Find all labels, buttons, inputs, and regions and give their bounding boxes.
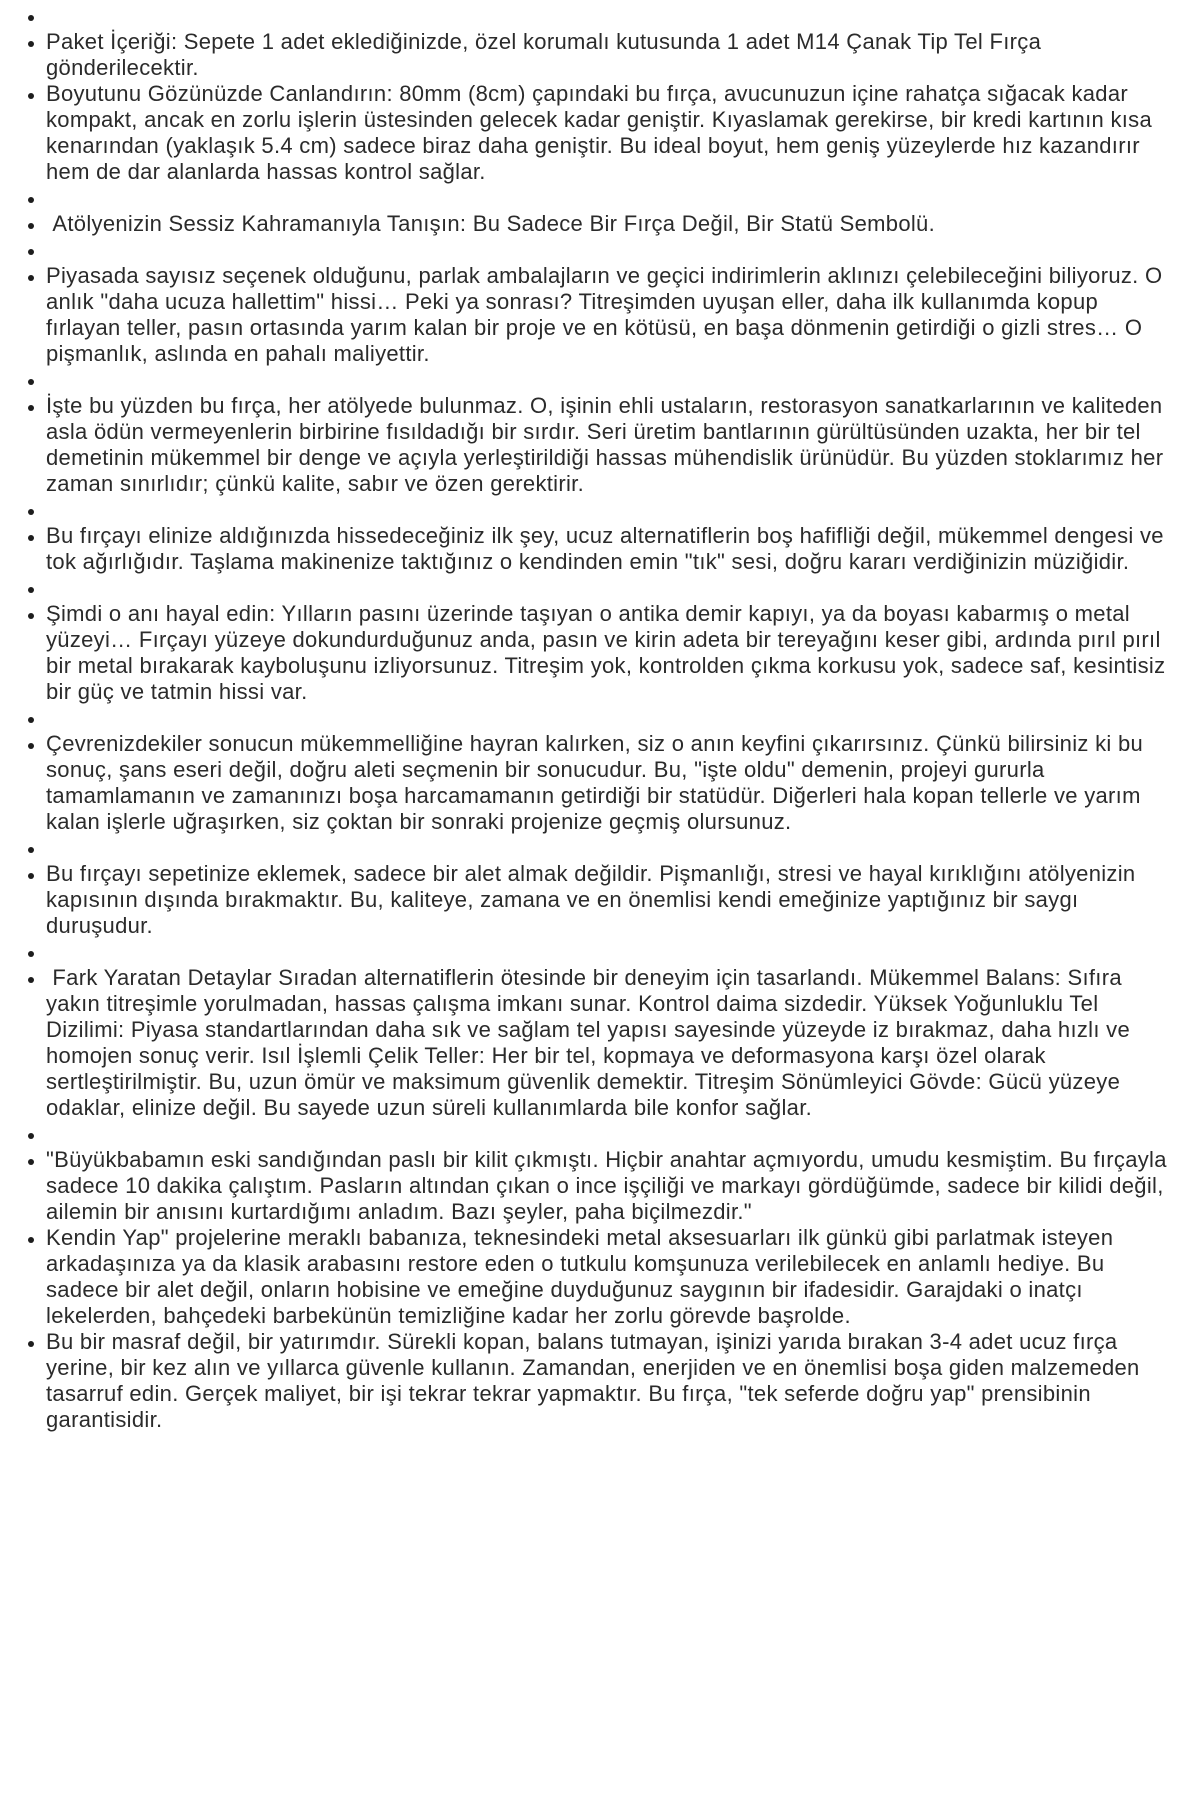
list-item bbox=[46, 861, 1172, 939]
bullet-text: Bu bir masraf değil, bir yatırımdır. Sürekli kopan, balans tutmayan, işinizi yarıda bırakan 3-4 adet ucuz fırça yerine, bir kez alın ve yıllarca güvenle kullanın. Zamandan, enerjiden ve en önemlisi boşa giden malzemeden tasarruf edin. Gerçek maliyet, bir işi tekrar tekrar yapmaktır. Bu fırça, "tek seferde doğru yap" prensibinin garantisidir. bbox=[46, 1329, 1147, 1432]
list-item bbox=[46, 29, 1172, 81]
bullet-text: Kendin Yap" projelerine meraklı babanıza, teknesindeki metal aksesuarları ilk günkü gibi parlatmak isteyen arkadaşınıza ya da klasik arabasını restore eden o tutkulu komşunuza verilebilecek en anlamlı hediye. Bu sadece bir alet değil, onların hobisine ve emeğine duyduğunuz saygının bir ifadesidir. Garajdaki o inatçı lekelerden, bahçedeki barbekünün temizliğine kadar her zorlu görevde başrolde. bbox=[46, 1225, 1120, 1328]
list-item bbox=[46, 575, 1172, 601]
list-item bbox=[46, 81, 1172, 185]
list-item bbox=[46, 601, 1172, 705]
bullet-text: Bu fırçayı elinize aldığınızda hissedeceğiniz ilk şey, ucuz alternatiflerin boş hafifliği değil, mükemmel dengesi ve tok ağırlığıdır. Taşlama makinenize taktığınız o kendinden emin "tık" sesi, doğru kararı verdiğinizin müziğidir. bbox=[46, 523, 1171, 574]
bullet-text: İşte bu yüzden bu fırça, her atölyede bulunmaz. O, işinin ehli ustaların, restorasyon sanatkarlarının ve kaliteden asla ödün vermeyenlerin birbirine fısıldadığı bir sırdır. Seri üretim bantlarının gürültüsünden uzakta, her bir tel demetinin mükemmel bir denge ve açıyla yerleştirildiği hassas mühendislik ürünüdür. Bu yüzden stoklarımız her zaman sınırlıdır; çünkü kalite, sabır ve özen gerektirir. bbox=[46, 393, 1170, 496]
list-item bbox=[46, 965, 1172, 1121]
bullet-text: Çevrenizdekiler sonucun mükemmelliğine hayran kalırken, siz o anın keyfini çıkarırsınız. Çünkü bilirsiniz ki bu sonuç, şans eseri değil, doğru aleti seçmenin bir sonucudur. Bu, "işte oldu" demenin, projeyi gururla tamamlamanın ve zamanınızı boşa harcamamanın getirdiği bir statüdür. Diğerleri hala kopan tellerle ve yarım kalan işlerle uğraşırken, siz çoktan bir sonraki projenize geçmiş olursunuz. bbox=[46, 731, 1150, 834]
bullet-text: Bu fırçayı sepetinize eklemek, sadece bir alet almak değildir. Pişmanlığı, stresi ve hayal kırıklığını atölyenizin kapısının dışında bırakmaktır. Bu, kaliteye, zamana ve en önemlisi kendi emeğinize yaptığınız bir saygı duruşudur. bbox=[46, 861, 1142, 938]
list-item bbox=[46, 1225, 1172, 1329]
list-item bbox=[46, 237, 1172, 263]
bullet-text: Paket İçeriği: Sepete 1 adet eklediğinizde, özel korumalı kutusunda 1 adet M14 Çanak Tip Tel Fırça gönderilecektir. bbox=[46, 29, 1048, 80]
list-item bbox=[46, 263, 1172, 367]
list-item bbox=[46, 731, 1172, 835]
list-item bbox=[46, 497, 1172, 523]
bullet-text: Şimdi o anı hayal edin: Yılların pasını üzerinde taşıyan o antika demir kapıyı, ya da boyası kabarmış o metal yüzeyi… Fırçayı yüzeye dokundurduğunuz anda, pasın ve kirin adeta bir tereyağını keser gibi, ardında pırıl pırıl bir metal bırakarak kayboluşunu izliyorsunuz. Titreşim yok, kontrolden çıkma korkusu yok, sadece saf, kesintisiz bir güç ve tatmin hissi var. bbox=[46, 601, 1172, 704]
list-item bbox=[46, 523, 1172, 575]
list-item bbox=[46, 835, 1172, 861]
list-item bbox=[46, 211, 1172, 237]
bullet-text: "Büyükbabamın eski sandığından paslı bir kilit çıkmıştı. Hiçbir anahtar açmıyordu, umudu kesmiştim. Bu fırçayla sadece 10 dakika çalıştım. Pasların altından çıkan o ince işçiliği ve markayı gördüğümde, sadece bir kilidi değil, ailemin bir anısını kurtardığımı anladım. Bazı şeyler, paha biçilmezdir." bbox=[46, 1147, 1174, 1224]
bullet-text: Boyutunu Gözünüzde Canlandırın: 80mm (8cm) çapındaki bu fırça, avucunuzun içine rahatça sığacak kadar kompakt, ancak en zorlu işlerin üstesinden gelecek kadar geniştir. Kıyaslamak gerekirse, bir kredi kartının kısa kenarından (yaklaşık 5.4 cm) sadece biraz daha geniştir. Bu ideal boyut, hem geniş yüzeylerde hız kazandırır hem de dar alanlarda hassas kontrol sağlar. bbox=[46, 81, 1159, 184]
list-item bbox=[46, 1329, 1172, 1433]
list-item bbox=[46, 1147, 1172, 1225]
bullet-text: Piyasada sayısız seçenek olduğunu, parlak ambalajların ve geçici indirimlerin aklınızı çelebileceğini biliyoruz. O anlık "daha ucuza hallettim" hissi… Peki ya sonrası? Titreşimden uyuşan eller, daha ilk kullanımda kopup fırlayan teller, pasın ortasında yarım kalan bir proje ve en kötüsü, en başa dönmenin getirdiği o gizli stres… O pişmanlık, aslında en pahalı maliyettir. bbox=[46, 263, 1169, 366]
list-item bbox=[46, 393, 1172, 497]
list-item bbox=[46, 3, 1172, 29]
list-item bbox=[46, 185, 1172, 211]
list-item bbox=[46, 1121, 1172, 1147]
bullet-text: Atölyenizin Sessiz Kahramanıyla Tanışın: Bu Sadece Bir Fırça Değil, Bir Statü Sembolü. bbox=[46, 211, 935, 236]
bullet-text: Fark Yaratan Detaylar Sıradan alternatiflerin ötesinde bir deneyim için tasarlandı. Mükemmel Balans: Sıfıra yakın titreşimle yorulmadan, hassas çalışma imkanı sunar. Kontrol daima sizdedir. Yüksek Yoğunluklu Tel Dizilimi: Piyasa standartlarından daha sık ve sağlam tel yapısı sayesinde yüzeyde iz bırakmaz, daha hızlı ve homojen sonuç verir. Isıl İşlemli Çelik Teller: Her bir tel, kopmaya ve deformasyona karşı özel olarak sertleştirilmiştir. Bu, uzun ömür ve maksimum güvenlik demektir. Titreşim Sönümleyici Gövde: Gücü yüzeye odaklar, elinize değil. Bu sayede uzun süreli kullanımlarda bile konfor sağlar. bbox=[46, 965, 1137, 1120]
list-item bbox=[46, 367, 1172, 393]
list-item bbox=[46, 705, 1172, 731]
list-item bbox=[46, 939, 1172, 965]
